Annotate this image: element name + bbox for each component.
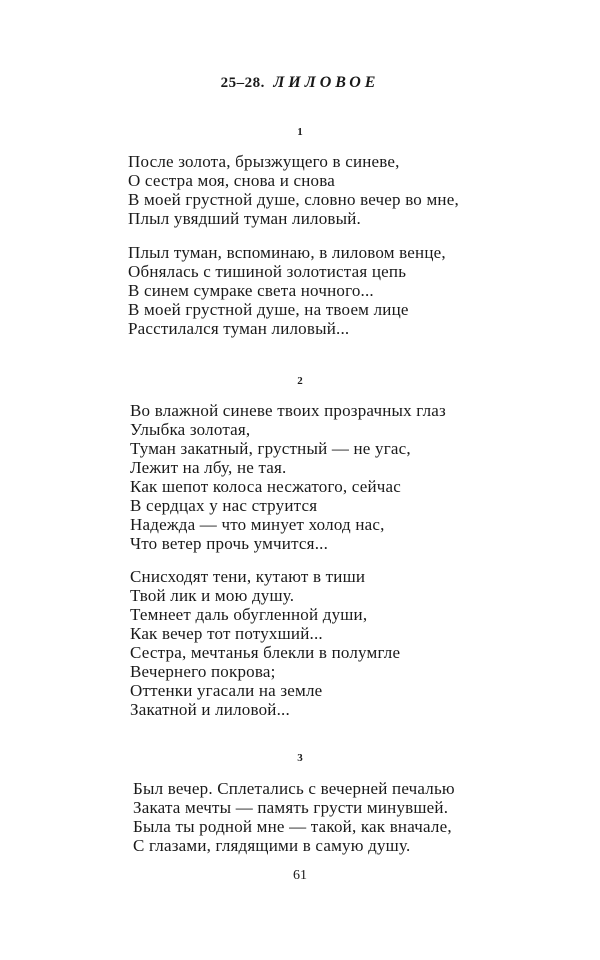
poem-line: Во влажной синеве твоих прозрачных глаз (130, 401, 446, 420)
section-1-stanza-1 (128, 152, 459, 228)
section-1-stanza-2 (128, 243, 446, 338)
poem-line: Была ты родной мне — такой, как вначале, (133, 817, 452, 836)
poem-line: Темнеет даль обугленной души, (130, 605, 368, 624)
poem-line: В сердцах у нас струится (130, 496, 318, 515)
poem-line: Лежит на лбу, не тая. (130, 458, 287, 477)
poem-line: В моей грустной душе, на твоем лице (128, 300, 409, 319)
page-number: 61 (293, 868, 307, 883)
poem-line: Улыбка золотая, (130, 420, 251, 439)
poem-line: Туман закатный, грустный — не угас, (130, 439, 411, 458)
poem-line: В синем сумраке света ночного... (128, 281, 374, 300)
poem-line: Снисходят тени, кутают в тиши (130, 567, 366, 586)
section-2-stanza-1 (130, 401, 446, 553)
poem-cycle-name: ЛИЛОВОЕ (273, 74, 380, 91)
poem-line: Заката мечты — память грусти минувшей. (133, 798, 449, 817)
poem-line: Надежда — что минует холод нас, (130, 515, 385, 534)
poem-line: Плыл увядший туман лиловый. (128, 209, 361, 228)
poem-line: Твой лик и мою душу. (130, 586, 295, 605)
poem-line: В моей грустной душе, словно вечер во мне, (128, 190, 459, 209)
poem-line: Оттенки угасали на земле (130, 681, 323, 700)
poem-line: Закатной и лиловой... (130, 700, 290, 719)
section-3-stanza-1 (133, 779, 455, 855)
poem-line: Плыл туман, вспоминаю, в лиловом венце, (128, 243, 446, 262)
poem-line: О сестра моя, снова и снова (128, 171, 335, 190)
poem-line: После золота, брызжущего в синеве, (128, 152, 400, 171)
poem-line: Расстилался туман лиловый... (128, 319, 350, 338)
poem-line: С глазами, глядящими в самую душу. (133, 836, 411, 855)
poem-line: Был вечер. Сплетались с вечерней печалью (133, 779, 455, 798)
section-number-1: 1 (297, 126, 303, 138)
poem-line: Что ветер прочь умчится... (130, 534, 329, 553)
poem-line: Сестра, мечтанья блекли в полумгле (130, 643, 401, 662)
poem-line: Как вечер тот потухший... (130, 624, 323, 643)
poem-cycle-number: 25–28. (220, 75, 265, 91)
section-number-3: 3 (297, 752, 303, 764)
poem-line: Как шепот колоса несжатого, сейчас (130, 477, 402, 496)
section-number-2: 2 (297, 375, 303, 387)
poem-line: Вечернего покрова; (130, 662, 276, 681)
poem-cycle-title (0, 74, 600, 92)
poem-line: Обнялась с тишиной золотистая цепь (128, 262, 407, 281)
section-2-stanza-2 (130, 567, 400, 719)
